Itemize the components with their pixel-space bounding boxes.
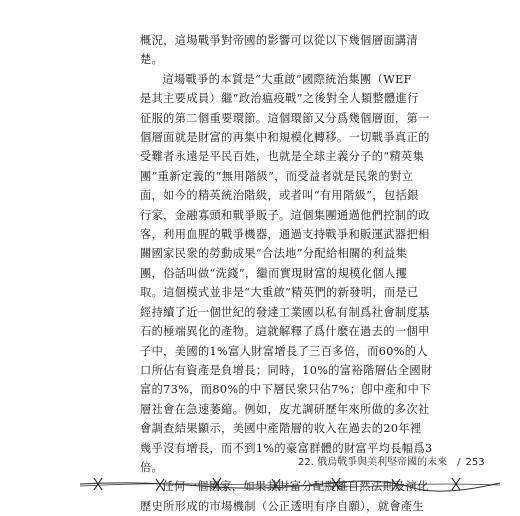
running-footer-chapter: 22. 俄烏戰爭與美利堅帝國的未來 <box>298 457 448 468</box>
text-line: 個層面就是財富的再集中和規模化轉移。一切戰爭真正的 <box>140 131 430 145</box>
page-number: 253 <box>465 457 485 468</box>
paragraph-2 <box>140 70 433 478</box>
footer-separator: / <box>457 457 461 468</box>
text-line: 面，如今的精英統治階級，或者叫“有用階級”，包括銀 <box>140 189 419 203</box>
text-line: 團，俗話叫做“洗錢”，繼而實現財富的規模化個人攫 <box>140 266 408 280</box>
text-line: 楚。 <box>140 53 164 67</box>
text-line: 倍。 <box>140 460 164 474</box>
paragraph-1 <box>140 31 419 70</box>
text-line: 團”重新定義的“無用階級”，而受益者就是民衆的對立 <box>140 169 414 183</box>
barbed-wire-ornament <box>80 470 500 494</box>
text-line: 會調查結果顯示，美國中產階層的收入在過去的20年裡 <box>140 422 422 436</box>
text-line: 經持續了近一個世紀的發達工業國以私有制爲社會制度基 <box>140 305 430 319</box>
text-line: 受難者永遠是平民百姓，也就是全球主義分子的“精英集 <box>140 150 425 164</box>
text-line: 征服的第二個重要環節。這個環節又分爲幾個層面，第一 <box>140 111 430 125</box>
text-line: 關國家民衆的勞動成果“合法地”分配給相關的利益集 <box>140 247 408 261</box>
text-line: 子中，美國的1%富人財富增長了三百多倍，而60%的人 <box>140 344 428 358</box>
text-line: 取。這個模式並非是“大重啟”精英們的新發明，而是已 <box>140 286 419 300</box>
page-footer <box>298 453 485 468</box>
text-line: 歷史所形成的市場機制（公正透明有序自願），就會產生 <box>140 499 425 513</box>
text-line: 任何一個國家，如果其財富分配脫離自然法則及演化 <box>162 480 429 494</box>
text-line: 這場戰爭的本質是“大重啟”國際統治集團（WEF <box>162 72 412 86</box>
text-line: 幾乎沒有增長，而不到1%的豪富群體的財富平均長幅爲3 <box>140 441 433 455</box>
text-line: 層社會在急速萎縮。例如，皮尤調研歷年來所做的多次社 <box>140 402 430 416</box>
text-line: 口所佔有資產是負增長；同時，10%的富裕階層佔全國財 <box>140 363 433 377</box>
text-line: 富的73%，而80%的中下層民衆只佔7%；卽中產和中下 <box>140 383 431 397</box>
text-line: 客，利用血腥的戰爭機器，通過支持戰爭和販運武器把相 <box>140 228 430 242</box>
text-line: 石的極端異化的產物。這就解釋了爲什麼在過去的一個甲 <box>140 325 430 339</box>
text-line: 行家，金融寡頭和戰爭販子。這個集團通過他們控制的政 <box>140 208 430 222</box>
text-line: 概況，這場戰爭對帝國的影響可以從以下幾個層面講清 <box>140 34 419 47</box>
body-text <box>140 31 433 516</box>
text-line: 是其主要成員）繼“政治瘟疫戰”之後對全人類整體進行 <box>140 92 419 106</box>
